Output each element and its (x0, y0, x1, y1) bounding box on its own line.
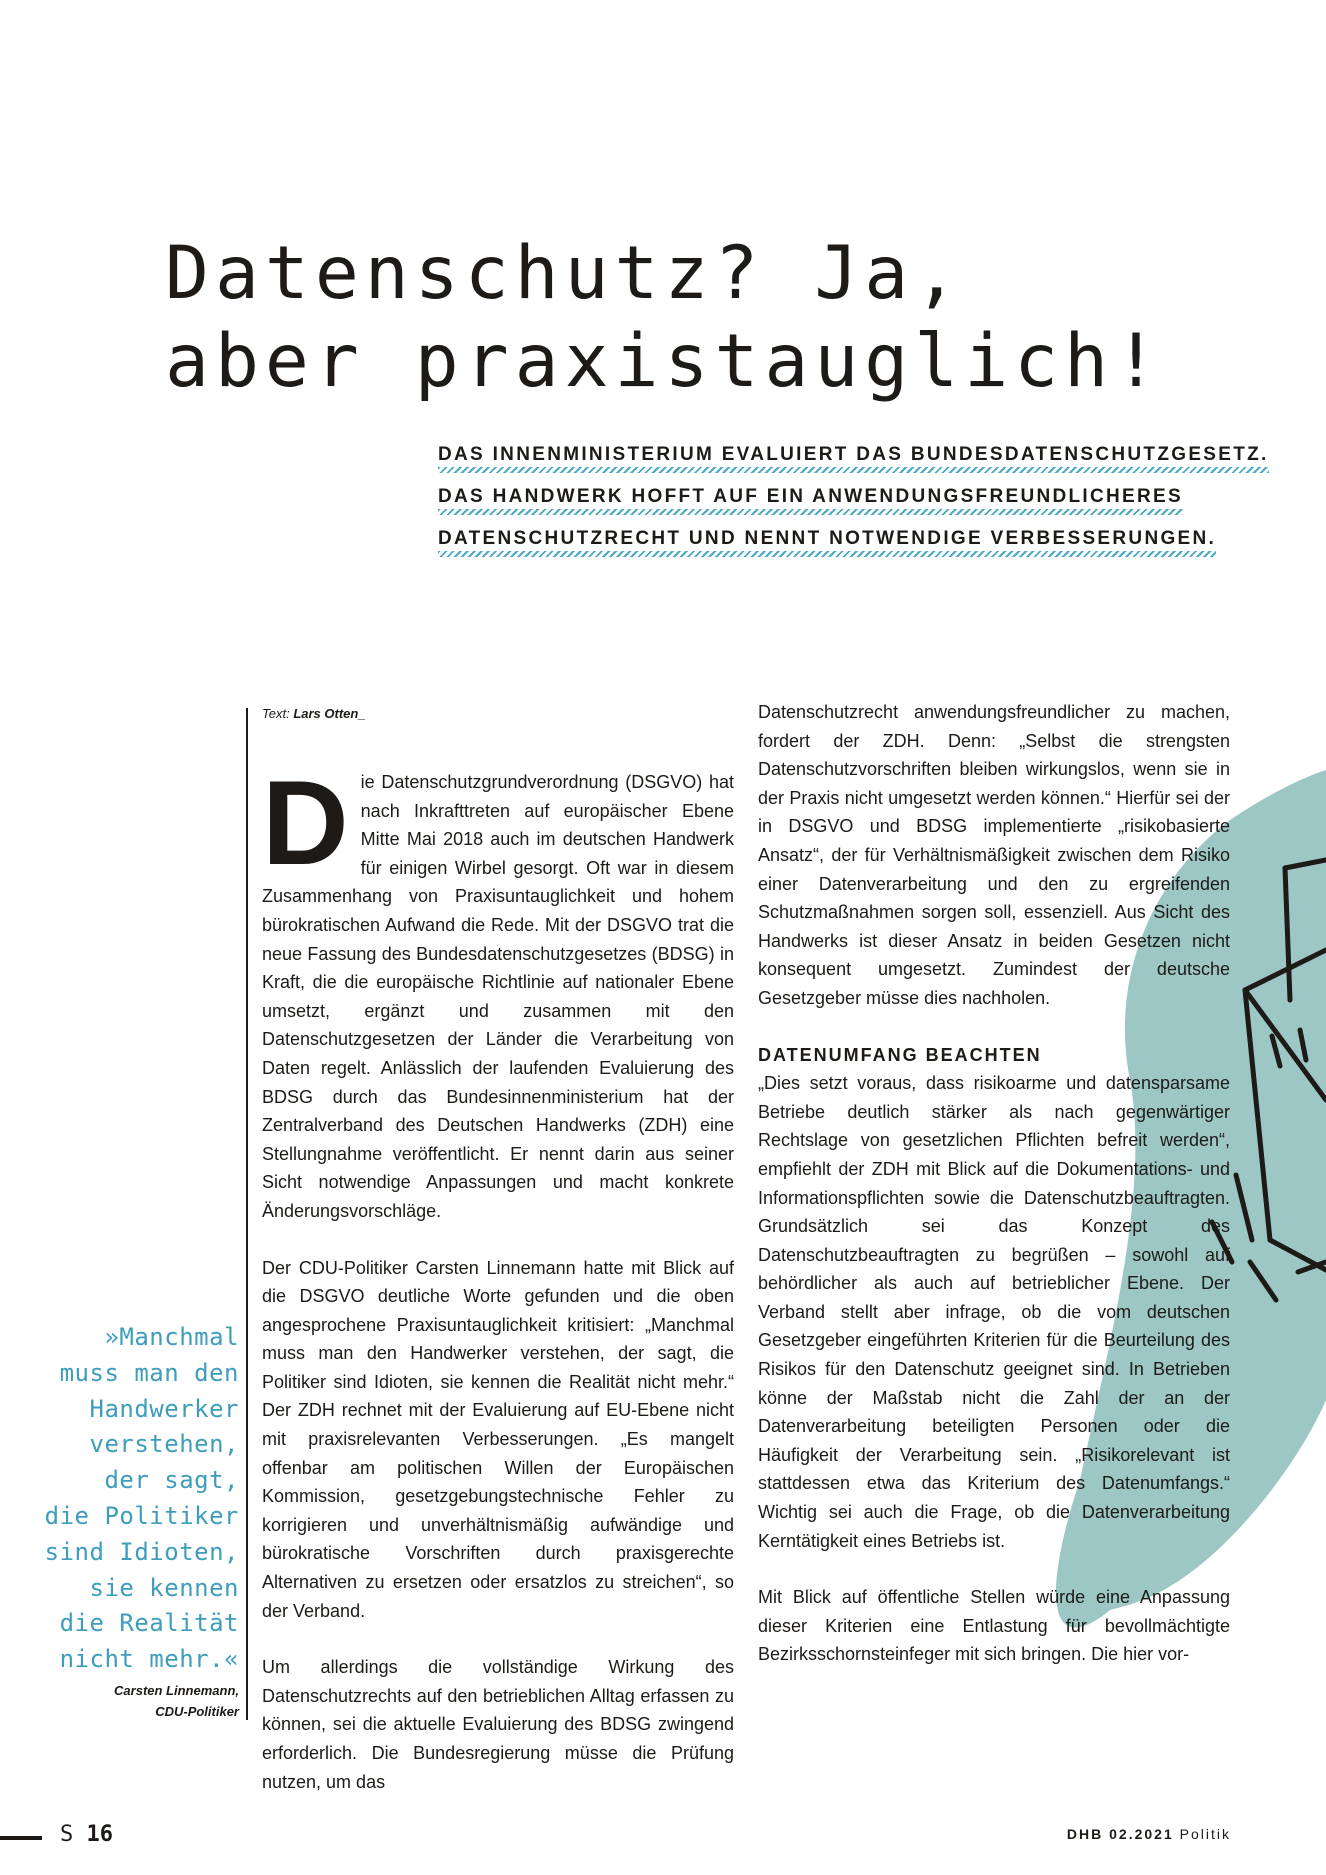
column-divider (246, 708, 248, 1720)
pull-quote-line: Handwerker (89, 1394, 239, 1423)
paragraph: Um allerdings die vollständige Wirkung des Datenschutzrechts auf den betrieblichen Alltag erfassen zu können, sei die aktuelle Evaluierung des BDSG zwingend erforderlich. Die Bundesregierung müsse die Prüfung nutzen, um das (262, 1657, 734, 1792)
lead-line-1: DAS INNENMINISTERIUM EVALUIERT DAS BUNDESDATENSCHUTZGESETZ. (438, 444, 1269, 473)
section-label: Politik (1179, 1826, 1231, 1842)
issue-label: DHB 02.2021 (1066, 1826, 1174, 1842)
byline (262, 706, 366, 721)
page-number (60, 1822, 113, 1847)
pull-quote-attribution (20, 1680, 239, 1722)
paragraph: Mit Blick auf öffentliche Stellen würde eine Anpassung dieser Kriterien eine Entlastung für bevollmächtigte Bezirksschornsteinfeger mit sich bringen. Die hier vor- (758, 1587, 1230, 1665)
paragraph: „Dies setzt voraus, dass risikoarme und datensparsame Betriebe deutlich stärker als nach gegenwärtiger Rechtslage von gesetzlichen Pflichten befreit werden“, empfiehlt der ZDH mit Blick auf die Dokumentations- und Informationspflichten sowie die Datenschutzbeauftragten. Grundsätzlich sei das Konzept des Datenschutzbeauftragten zu begrüßen – sowohl auf behördlicher als auch auf betrieblicher Ebene. Der Verband stellt aber infrage, ob die vom deutschen Gesetzgeber eingeführten Kriterien für die Beurteilung des Risikos für den Datenschutz geeignet sind. In Betrieben könne der Maßstab nicht die Zahl der an der Datenverarbeitung beteiligten Personen oder die Häufigkeit der Verarbeitung sein. „Risikorelevant ist stattdessen etwa das Kriterium des Datenumfangs.“ Wichtig sei auch die Frage, ob die Datenverarbeitung Kerntätigkeit eines Betriebs ist. (758, 1073, 1230, 1551)
paragraph (262, 756, 734, 1226)
pull-quote-line: der sagt, (104, 1466, 239, 1495)
byline-prefix: Text: (262, 706, 290, 721)
headline-line-1: Datenschutz? Ja, (165, 231, 965, 316)
body-column-right (758, 698, 1230, 1669)
body-column-left (262, 756, 734, 1796)
page-footer (0, 1822, 1326, 1852)
paragraph: Datenschutzrecht anwendungsfreundlicher zu machen, fordert der ZDH. Denn: „Selbst die strengsten Datenschutzvorschriften bleiben wirkungslos, wenn sie in der Praxis nicht umgesetzt werden können.“ Hierfür sei der in DSGVO und BDSG implementierte „risikobasierte Ansatz“, der für Verhältnismäßigkeit zwischen dem Risiko einer Datenverarbeitung und den zu ergreifenden Schutzmaßnahmen sorgen soll, essenziell. Aus Sicht des Handwerks ist dieser Ansatz in beiden Gesetzen nicht konsequent umgesetzt. Zumindest der deutsche Gesetzgeber müsse dies nachholen. (758, 702, 1230, 1008)
drop-cap: D (262, 756, 349, 890)
headline-line-2: aber praxistauglich! (165, 319, 1164, 404)
section-subheading: DATENUMFANG BEACHTEN (758, 1044, 1042, 1065)
attribution-name: Carsten Linnemann, (114, 1683, 239, 1698)
attribution-role: CDU-Politiker (155, 1704, 239, 1719)
pull-quote-line: die Realität (59, 1609, 239, 1638)
pull-quote (20, 1320, 239, 1678)
lead-line-2: DAS HANDWERK HOFFT AUF EIN ANWENDUNGSFREUNDLICHERES (438, 486, 1183, 515)
lead-paragraph (438, 444, 1269, 570)
pull-quote-line: verstehen, (89, 1430, 239, 1459)
pull-quote-line: muss man den (59, 1358, 239, 1387)
pull-quote-line: nicht mehr.« (59, 1645, 239, 1674)
pull-quote-line: sie kennen (89, 1573, 239, 1602)
page-prefix: S (60, 1822, 74, 1847)
pull-quote-line: sind Idioten, (44, 1537, 239, 1566)
pull-quote-line: die Politiker (44, 1501, 239, 1530)
page-number-value: 16 (86, 1822, 113, 1847)
article-headline (165, 230, 1225, 406)
footer-bar (0, 1836, 42, 1840)
pull-quote-line: »Manchmal (104, 1323, 239, 1351)
issue-info (1067, 1826, 1231, 1842)
lead-line-3: DATENSCHUTZRECHT UND NENNT NOTWENDIGE VERBESSERUNGEN. (438, 528, 1216, 557)
byline-author: Lars Otten_ (293, 706, 366, 721)
paragraph: Der CDU-Politiker Carsten Linnemann hatte mit Blick auf die DSGVO deutliche Worte gefunden und die oben angesprochene Praxisuntauglichkeit kritisiert: „Manchmal muss man den Handwerker verstehen, der sagt, die Politiker sind Idioten, sie kennen die Realität nicht mehr.“ Der ZDH rechnet mit der Evaluierung auf EU-Ebene nicht mit praxisrelevanten Verbesserungen. „Es mangelt offenbar am politischen Willen der Europäischen Kommission, gesetzgebungstechnische Fehler zu korrigieren und unverhältnismäßig aufwändige und bürokratische Vorschriften durch praxisgerechte Alternativen zu ersetzen oder ersatzlos zu streichen“, so der Verband. (262, 1257, 734, 1621)
paragraph-text: ie Datenschutzgrundverordnung (DSGVO) hat nach Inkrafttreten auf europäischer Ebene Mitte Mai 2018 auch im deutschen Handwerk für einigen Wirbel gesorgt. Oft war in diesem Zusammenhang von Praxisuntauglichkeit und hohem bürokratischen Aufwand die Rede. Mit der DSGVO trat die neue Fassung des Bundesdatenschutzgesetzes (BDSG) in Kraft, die die europäische Richtlinie auf nationaler Ebene umsetzt, ergänzt und zusammen mit den Datenschutzgesetzen der Länder die Verarbeitung von Daten regelt. Anlässlich der laufenden Evaluierung des BDSG durch das Bundesinnenministerium hat der Zentralverband des Deutschen Handwerks (ZDH) eine Stellungnahme veröffentlicht. Er nennt darin aus seiner Sicht notwendige Anpassungen und macht konkrete Änderungsvorschläge. (262, 772, 734, 1221)
